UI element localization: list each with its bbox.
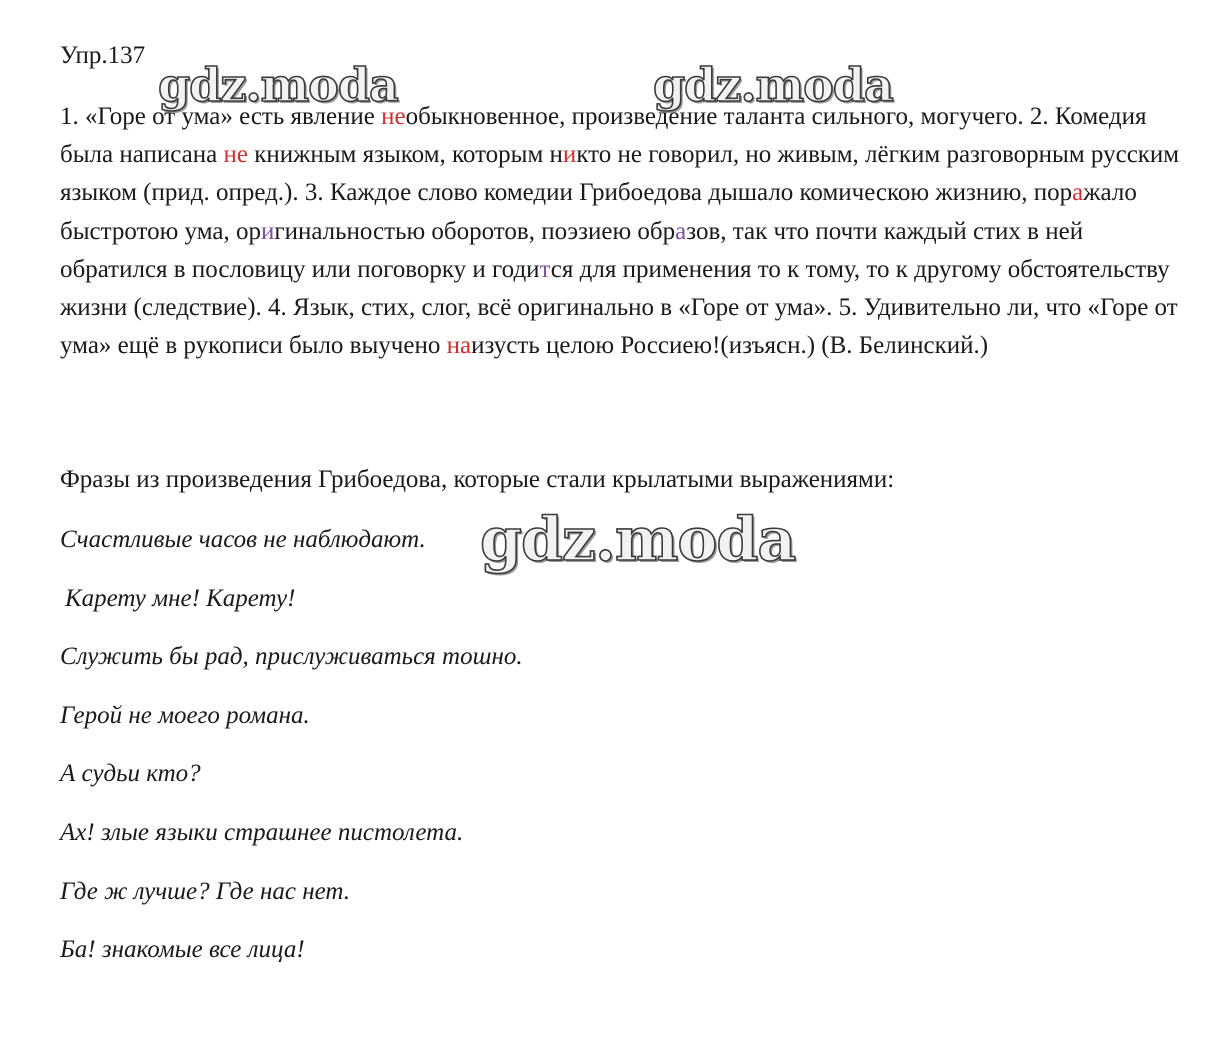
paragraph-text: ся для применения то к тому, то к другому обстоятельству жизни (следствие). 4. Язык, стих, слог, всё оригинально в «Горе от ума». 5. Удивительно ли, что «Горе от ума» ещё в рукописи было выучено [60, 255, 1178, 360]
paragraph-text: гинальностью оборотов, поэзиею обр [274, 217, 676, 245]
highlighted-letters: не [223, 141, 248, 169]
highlighted-letters: а [1072, 179, 1084, 207]
paragraph-text: кто не говорил, но живым, лёгким разговорным русским языком (прид. опред.). 3. Каждое слово комедии Грибоедова дышало комическою жизнию, пор [60, 141, 1180, 207]
phrase-item: Счастливые часов не наблюдают. [60, 526, 426, 553]
paragraph-text: 1. «Горе от ума» есть явление [60, 103, 382, 130]
exercise-paragraph [60, 98, 1185, 365]
paragraph-text: обыкновенное, произведение таланта сильного, могучего. 2. Комедия была написана [60, 103, 1147, 169]
watermark: gdz.moda [653, 58, 893, 112]
phrase-item: Где ж лучше? Где нас нет. [60, 877, 350, 905]
exercise-heading: Упр.137 [60, 42, 146, 69]
phrase-list [60, 522, 523, 991]
phrase-item: Герой не моего романа. [60, 701, 310, 729]
highlighted-letters: т [539, 255, 551, 283]
highlighted-letters: на [446, 332, 472, 360]
highlighted-letters: и [260, 217, 275, 245]
paragraph-text: жало быстротою ума, ор [60, 179, 1137, 245]
watermark: gdz.moda [480, 505, 796, 575]
phrase-item: Ба! знакомые все лица! [60, 936, 305, 964]
phrase-item: А судьи кто? [60, 760, 201, 788]
phrase-item: Ах! злые языки страшнее пистолета. [60, 818, 464, 846]
paragraph-text: зов, так что почти каждый стих в ней обратился в пословицу или поговорку и годи [60, 217, 1084, 283]
phrases-heading: Фразы из произведения Грибоедова, которые стали крылатыми выражениями: [60, 466, 895, 493]
phrase-item: Служить бы рад, прислуживаться тошно. [60, 643, 523, 671]
watermark: gdz.moda [158, 58, 398, 112]
phrase-item: Карету мне! Карету! [65, 584, 296, 612]
highlighted-letters: а [675, 217, 687, 245]
highlighted-letters: не [381, 103, 406, 130]
paragraph-text: книжным языком, которым н [247, 141, 563, 169]
highlighted-letters: и [562, 141, 577, 169]
paragraph-text: изусть целою Россиею!(изъясн.) (В. Белинский.) [471, 332, 989, 360]
